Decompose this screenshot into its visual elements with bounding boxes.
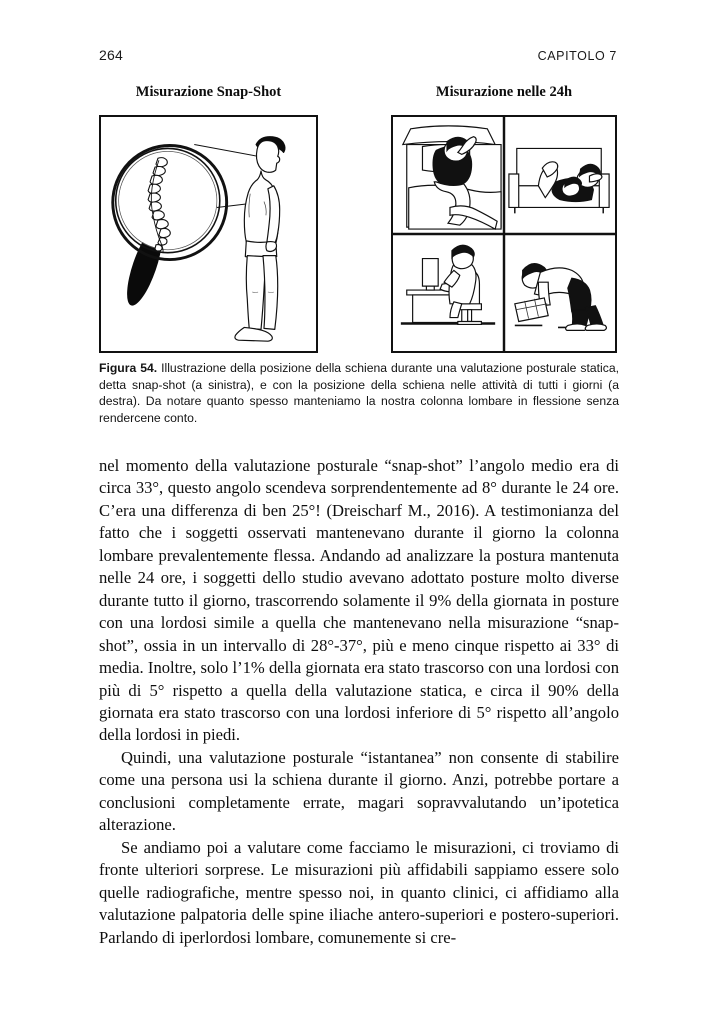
figure-caption-text: Illustrazione della posizione della schiena durante una valutazione posturale statica, detta snap-shot (a sinistra), e con la posizione della schiena nelle attività di tutti i giorni (a destra). Da notare quanto spesso manteniamo la nostra colonna lombare in flessione senza rendercene conto.	[99, 361, 619, 425]
figure-caption	[99, 360, 619, 426]
figure-caption-label: Figura 54.	[99, 361, 158, 375]
paragraph-1: nel momento della valutazione posturale “snap-shot” l’angolo medio era di circa 33°, questo angolo scendeva sorprendentemente ad 8° durante le 24 ore. C’era una differenza di ben 25°! (Dreischarf M., 2016). A testimonianza del fatto che i soggetti osservati mantenevano durante il giorno la colonna lombare prevalentemente flessa. Andando ad analizzare la postura mantenuta nelle 24 ore, i soggetti dello studio avevano adottato posture molto diverse durante tutto il giorno, trascorrendo solamente il 9% della giornata in posture con una lordosi simile a quella che mantenevano nella misurazione “snap-shot”, ossia in un intervallo di 28°-37°, più e meno cinque rispetto ai 33° di media. Inoltre, solo l’1% della giornata era stato trascorso con una lordosi con più di 5° rispetto a quella della valutazione statica, e circa il 90% della giornata era stato trascorso con una lordosi inferiore di 5° rispetto all’angolo della lordosi in piedi.	[99, 456, 619, 745]
page-number: 264	[99, 47, 123, 63]
sub-panel-sleeping	[403, 126, 501, 229]
figure-title-left: Misurazione Snap-Shot	[135, 84, 282, 100]
running-head	[99, 47, 617, 63]
paragraph-3: Se andiamo poi a valutare come facciamo le misurazioni, ci troviamo di fronte ulteriori sorprese. Le misurazioni più affidabili sappiamo essere solo quelle radiografiche, mentre spesso noi, in quanto clinici, ci affidiamo alla valutazione palpatoria delle spine iliache antero-superiori e postero-superiori. Parlando di iperlordosi lombare, comunemente si cre-	[99, 837, 619, 947]
figure-panel-24h	[391, 115, 617, 353]
daily-activities-illustration	[393, 117, 615, 351]
sub-panel-couch	[509, 148, 609, 213]
paragraph-2: Quindi, una valutazione posturale “istantanea” non consente di stabilire come una persona usi la schiena durante il giorno. Anzi, potrebbe portare a conclusioni completamente errate, magari sopravvalutando un’ipotetica alterazione.	[99, 747, 619, 835]
figure-panel-titles	[99, 84, 617, 106]
figure-panels	[99, 115, 617, 353]
figure-panel-snapshot	[99, 115, 318, 353]
chapter-label: CAPITOLO 7	[537, 49, 617, 63]
figure-title-right: Misurazione nelle 24h	[435, 84, 573, 100]
snapshot-illustration	[101, 117, 316, 351]
body-text	[99, 455, 619, 949]
figure-54	[99, 84, 617, 353]
